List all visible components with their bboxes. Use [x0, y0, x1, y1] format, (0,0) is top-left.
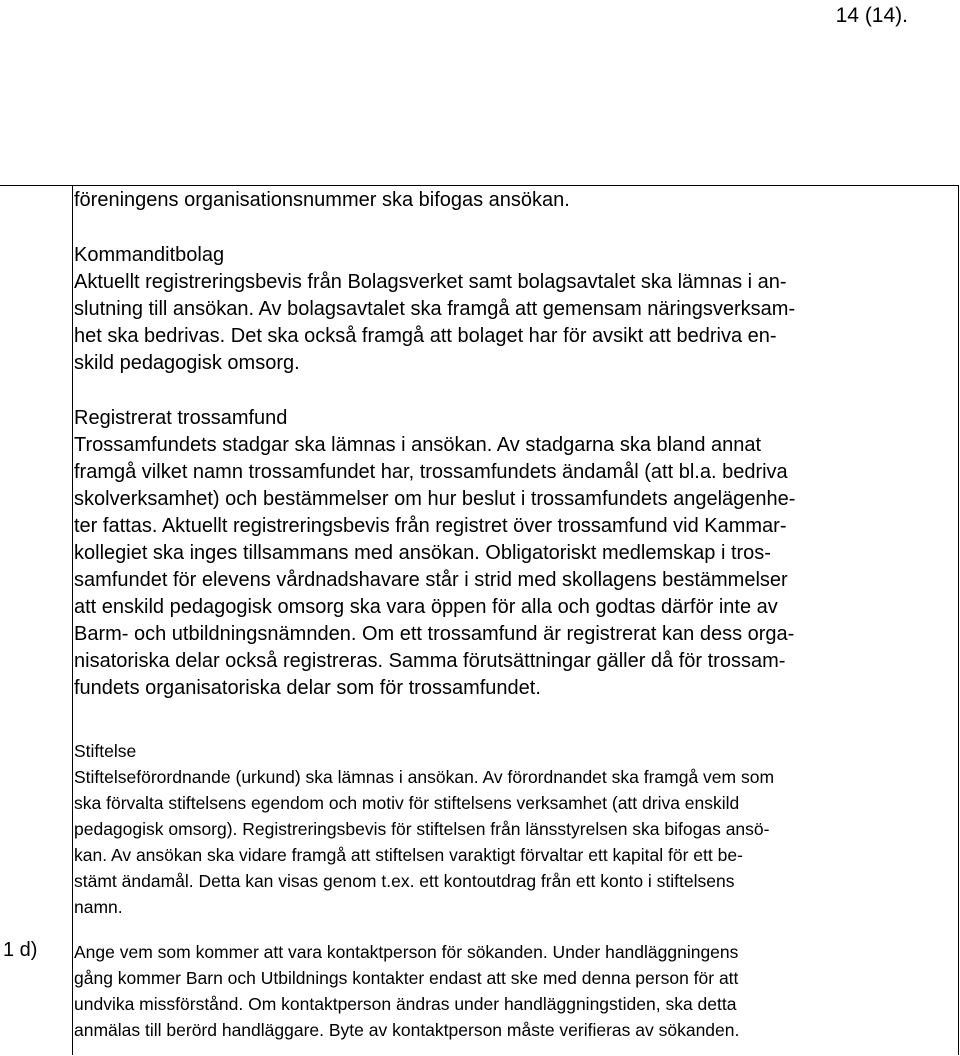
trossamfund-text: Trossamfundets stadgar ska lämnas i ansökan. Av stadgarna ska bland annat framgå vilket namn trossamfundet har, trossamfundets ändamål (att bl.a. bedriva skolverksamhet) och bestämmelser om hur beslut i trossamfundets angelägenhe- ter fattas. Aktuellt registreringsbevis från registret över trossamfund vid Kammar- kollegiet ska inges tillsammans med ansökan. Obligatoriskt medlemskap i tros- samfundet för elevens vårdnadshavare står i strid med skollagens bestämmelser att enskild pedagogisk omsorg ska vara öppen för alla och godtas därför inte av Barm- och utbildningsnämnden. Om ett trossamfund är registrerat kan dess orga- nisatoriska delar också registreras. Samma förutsättningar gäller då för trossam- fundets organisatoriska delar som för trossamfundet. — [74, 434, 796, 699]
kommanditbolag-text: Aktuellt registreringsbevis från Bolagsverket samt bolagsavtalet ska lämnas i an- slutning till ansökan. Av bolagsavtalet ska framgå att gemensam näringsverksam- het ska bedrivas. Det ska också framgå att bolaget har för avsikt att bedriva en- skild pedagogisk omsorg. — [74, 271, 796, 374]
section-label: 1 d) — [3, 939, 38, 961]
column-divider — [72, 185, 73, 1055]
main-content — [74, 187, 950, 920]
kontakt-text: Ange vem som kommer att vara kontaktperson för sökanden. Under handläggningens gång kommer Barn och Utbildnings kontakter endast att ske med denna person för att undvika missförstånd. Om kontaktperson ändras under handläggningstiden, ska detta anmälas till berörd handläggare. Byte av kontaktperson måste verifieras av sökanden. — [74, 942, 740, 1040]
kontakt-section — [74, 939, 950, 1043]
stiftelse-heading: Stiftelse — [74, 741, 137, 761]
intro-text: föreningens organisationsnummer ska bifogas ansökan. — [74, 189, 570, 211]
page-number: 14 (14). — [835, 4, 908, 27]
kommanditbolag-heading: Kommanditbolag — [74, 244, 225, 266]
stiftelse-text: Stiftelseförordnande (urkund) ska lämnas i ansökan. Av förordnandet ska framgå vem som ska förvalta stiftelsens egendom och motiv för stiftelsens verksamhet (att driva enskild pedagogisk omsorg). Registreringsbevis för stiftelsen från länsstyrelsen ska bifogas ansö- kan. Av ansökan ska vidare framgå att stiftelsen varaktigt förvaltar ett kapital för ett be- stämt ändamål. Detta kan visas genom t.ex. ett kontoutdrag från ett konto i stiftelsens namn. — [74, 767, 775, 917]
spacer — [74, 214, 950, 242]
spacer — [74, 377, 950, 405]
spacer — [74, 702, 950, 738]
trossamfund-heading: Registrerat trossamfund — [74, 407, 288, 429]
